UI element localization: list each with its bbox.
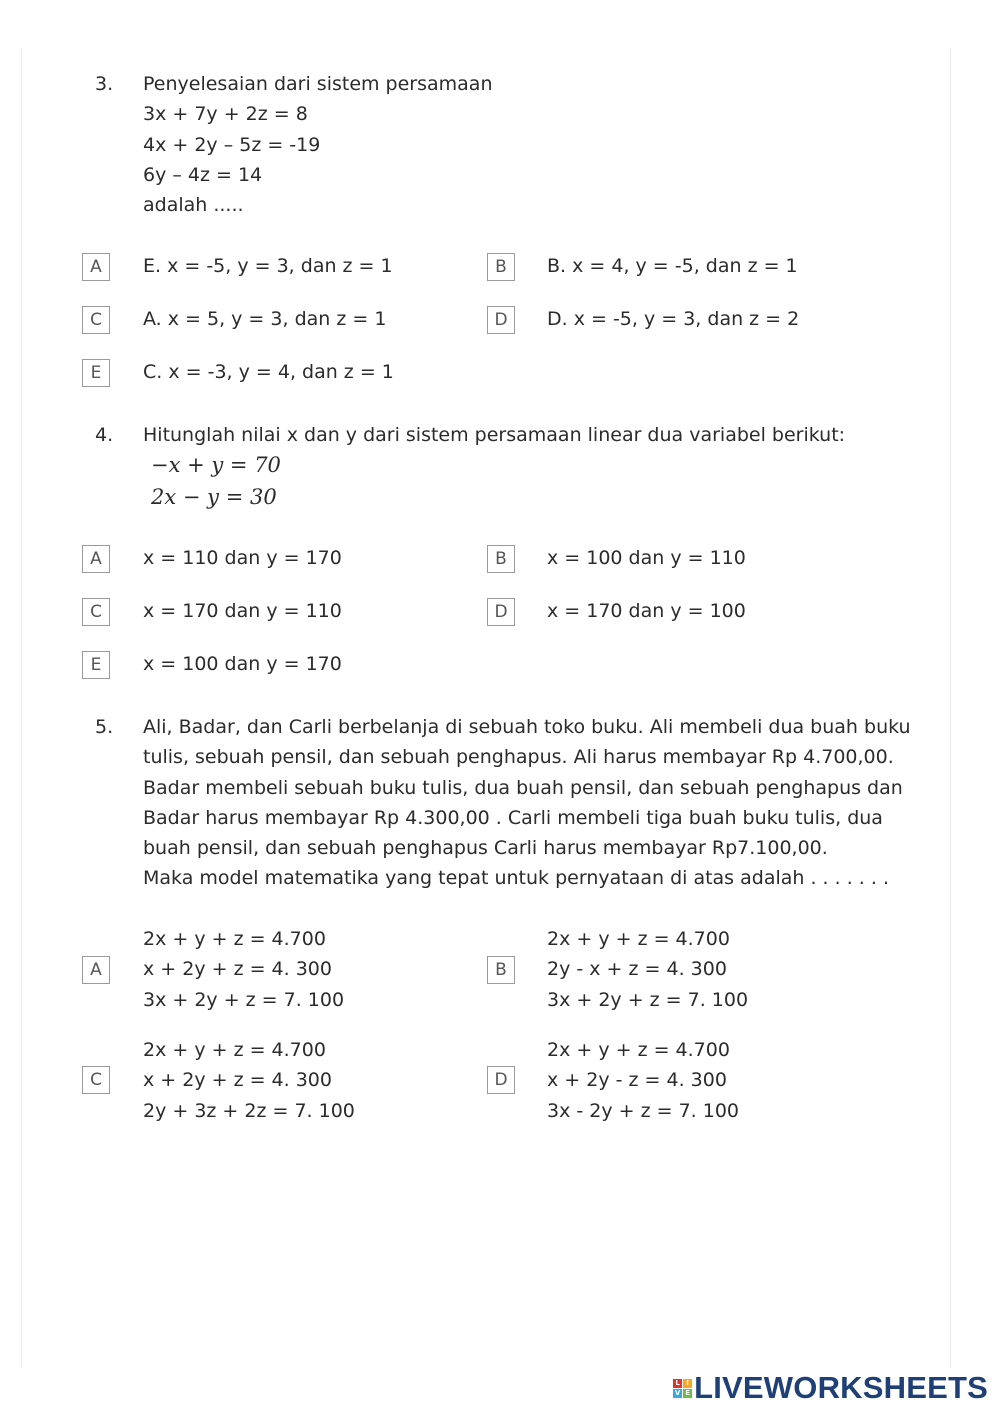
option-e-text: C. x = -3, y = 4, dan z = 1 <box>143 361 394 383</box>
option-line: 2x + y + z = 4.700 <box>143 1039 326 1061</box>
liveworksheets-logo-icon <box>673 1379 692 1398</box>
question-line: 3x + 7y + 2z = 8 <box>143 103 308 126</box>
option-b-checkbox[interactable]: B <box>487 956 515 984</box>
option-line: 3x + 2y + z = 7. 100 <box>547 988 749 1011</box>
liveworksheets-logo <box>673 1370 988 1406</box>
option-e-checkbox[interactable]: E <box>82 651 110 679</box>
option-d-text: x = 170 dan y = 100 <box>547 600 746 622</box>
option-c-checkbox[interactable]: C <box>82 1066 110 1094</box>
option-d-text: D. x = -5, y = 3, dan z = 2 <box>547 308 800 330</box>
question-line: Badar membeli sebuah buku tulis, dua buah pensil, dan sebuah penghapus dan <box>143 776 903 799</box>
option-c-text: x = 170 dan y = 110 <box>143 600 342 622</box>
option-line: 2y + 3z + 2z = 7. 100 <box>143 1099 355 1122</box>
question-line: Badar harus membayar Rp 4.300,00 . Carli membeli tiga buah buku tulis, dua <box>143 806 883 829</box>
question-line: Maka model matematika yang tepat untuk pernyataan di atas adalah . . . . . . . <box>143 867 889 890</box>
page-left-border <box>21 48 22 1368</box>
option-d-checkbox[interactable]: D <box>487 1066 515 1094</box>
option-a-checkbox[interactable]: A <box>82 956 110 984</box>
logo-icon-v: V <box>674 1388 681 1397</box>
option-a-text <box>143 924 344 1015</box>
liveworksheets-logo-text: LIVEWORKSHEETS <box>694 1370 988 1405</box>
option-d-checkbox[interactable]: D <box>487 306 515 334</box>
option-line: x + 2y + z = 4. 300 <box>143 958 332 981</box>
option-line: 3x + 2y + z = 7. 100 <box>143 988 345 1011</box>
option-line: 2x + y + z = 4.700 <box>143 928 326 950</box>
option-line: 2x + y + z = 4.700 <box>547 928 730 950</box>
equation-2: 2x − y = 30 <box>151 485 277 509</box>
logo-icon-i: I <box>683 1379 692 1388</box>
option-line: x + 2y + z = 4. 300 <box>143 1069 332 1092</box>
option-b-checkbox[interactable]: B <box>487 545 515 573</box>
option-b-text: B. x = 4, y = -5, dan z = 1 <box>547 255 798 277</box>
page-right-border <box>950 48 951 1368</box>
equation-1: −x + y = 70 <box>151 453 281 477</box>
question-line: 6y – 4z = 14 <box>143 163 263 186</box>
question-line: 4x + 2y – 5z = -19 <box>143 133 321 156</box>
option-c-text <box>143 1035 355 1126</box>
option-d-text <box>547 1035 739 1126</box>
option-line: 2y - x + z = 4. 300 <box>547 958 727 981</box>
question-line: Hitunglah nilai x dan y dari sistem persamaan linear dua variabel berikut: <box>143 424 846 446</box>
option-b-text: x = 100 dan y = 110 <box>547 547 746 569</box>
question-number: 5. <box>95 716 114 738</box>
option-a-checkbox[interactable]: A <box>82 253 110 281</box>
logo-icon-l: L <box>673 1379 682 1388</box>
option-line: 3x - 2y + z = 7. 100 <box>547 1099 740 1122</box>
option-d-checkbox[interactable]: D <box>487 598 515 626</box>
option-c-checkbox[interactable]: C <box>82 306 110 334</box>
question-line: adalah ..... <box>143 194 244 217</box>
question-line: Ali, Badar, dan Carli berbelanja di sebuah toko buku. Ali membeli dua buah buku <box>143 716 911 738</box>
question-line: Penyelesaian dari sistem persamaan <box>143 73 493 95</box>
option-a-checkbox[interactable]: A <box>82 545 110 573</box>
option-a-text: E. x = -5, y = 3, dan z = 1 <box>143 255 393 277</box>
option-e-checkbox[interactable]: E <box>82 359 110 387</box>
question-number: 4. <box>95 424 114 446</box>
question-text <box>143 420 903 450</box>
option-line: x + 2y - z = 4. 300 <box>547 1069 727 1092</box>
option-a-text: x = 110 dan y = 170 <box>143 547 342 569</box>
question-line: buah pensil, dan sebuah penghapus Carli harus membayar Rp7.100,00. <box>143 837 828 860</box>
question-number: 3. <box>95 73 114 95</box>
option-c-text: A. x = 5, y = 3, dan z = 1 <box>143 308 387 330</box>
option-b-text <box>547 924 748 1015</box>
logo-icon-e: E <box>683 1389 692 1398</box>
option-line: 2x + y + z = 4.700 <box>547 1039 730 1061</box>
option-b-checkbox[interactable]: B <box>487 253 515 281</box>
option-e-text: x = 100 dan y = 170 <box>143 653 342 675</box>
question-line: tulis, sebuah pensil, dan sebuah penghapus. Ali harus membayar Rp 4.700,00. <box>143 746 894 769</box>
question-text <box>143 712 911 894</box>
question-text <box>143 69 903 220</box>
option-c-checkbox[interactable]: C <box>82 598 110 626</box>
